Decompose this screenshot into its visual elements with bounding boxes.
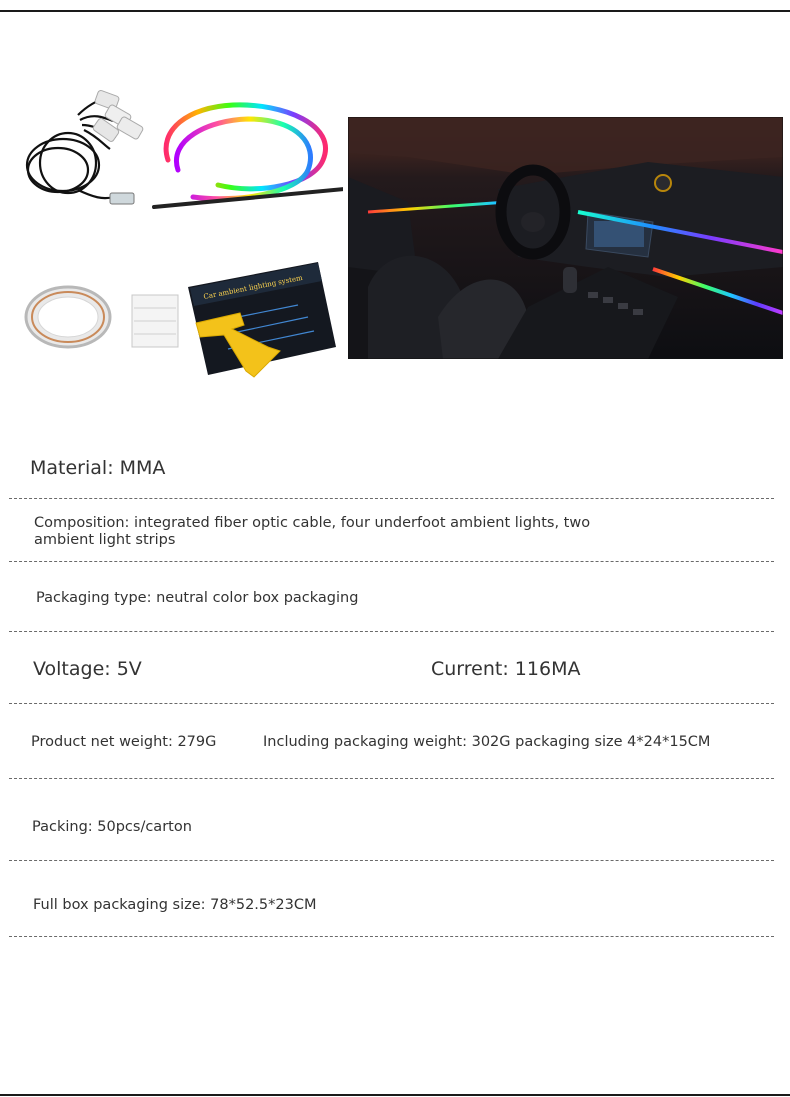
current-text: Current: 116MA [431, 658, 581, 680]
box-size-text: Full box packaging size: 78*52.5*23CM [33, 897, 317, 913]
usb-cable [27, 97, 116, 198]
top-border [0, 10, 790, 12]
usb-plug [110, 193, 134, 204]
adhesive-tape-roll [26, 287, 110, 347]
product-photos [18, 85, 788, 385]
kit-contents-image [18, 85, 343, 385]
adhesive-pads [132, 295, 178, 347]
bottom-border [0, 1094, 790, 1096]
composition-text-line1: Composition: integrated fiber optic cable, four underfoot ambient lights, two [34, 515, 591, 531]
spec-row-material [9, 440, 774, 499]
spec-row-packaging-type [9, 562, 774, 632]
car-interior-image [348, 117, 783, 359]
spec-row-weight [9, 704, 774, 779]
composition-text-line2: ambient light strips [34, 532, 176, 548]
material-text: Material: MMA [30, 457, 166, 479]
rgb-light-strip [154, 105, 343, 207]
net-weight-text: Product net weight: 279G [31, 734, 217, 750]
voltage-text: Voltage: 5V [33, 658, 142, 680]
spec-row-composition [9, 499, 774, 562]
spec-row-box-size [9, 861, 774, 937]
packing-text: Packing: 50pcs/carton [32, 819, 192, 835]
gross-weight-text: Including packaging weight: 302G packaging size 4*24*15CM [263, 734, 711, 750]
manual-title: Car ambient lighting system [202, 273, 304, 301]
packaging-type-text: Packaging type: neutral color box packaging [36, 590, 359, 606]
spec-row-electrical [9, 632, 774, 704]
spec-row-packing [9, 779, 774, 861]
